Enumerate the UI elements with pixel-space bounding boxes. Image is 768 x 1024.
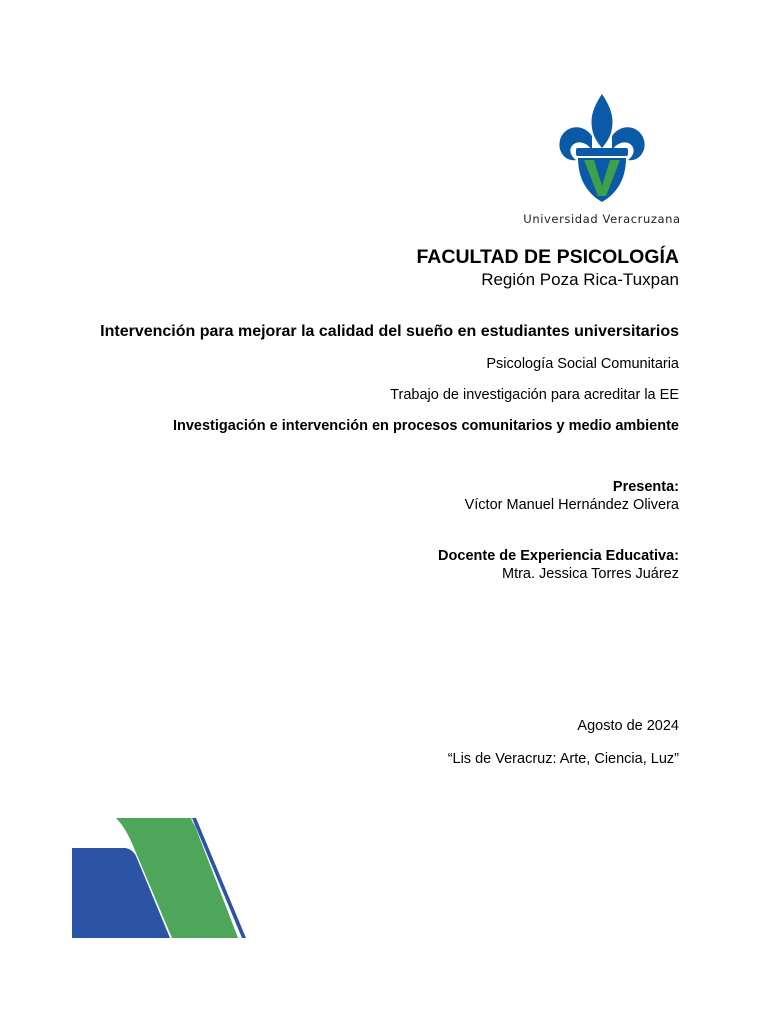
university-motto: “Lis de Veracruz: Arte, Ciencia, Luz”: [447, 751, 679, 767]
presenter-name: Víctor Manuel Hernández Olivera: [464, 497, 679, 513]
corner-stripes-graphic-icon: [72, 816, 248, 938]
university-name: Universidad Veracruzana: [523, 212, 681, 226]
program-name: Psicología Social Comunitaria: [486, 356, 679, 372]
region-name: Región Poza Rica-Tuxpan: [481, 270, 679, 289]
university-logo: [520, 92, 684, 232]
document-purpose: Trabajo de investigación para acreditar la EE: [390, 387, 679, 403]
presenter-label: Presenta:: [612, 479, 679, 495]
teacher-label: Docente de Experiencia Educativa:: [438, 548, 679, 564]
faculty-name: FACULTAD DE PSICOLOGÍA: [416, 246, 679, 268]
course-name: Investigación e intervención en procesos comunitarios y medio ambiente: [172, 418, 679, 434]
document-title: Intervención para mejorar la calidad del sueño en estudiantes universitarios: [100, 323, 679, 340]
uv-flor-de-lis-icon: [556, 92, 648, 204]
document-date: Agosto de 2024: [577, 718, 679, 734]
teacher-name: Mtra. Jessica Torres Juárez: [501, 566, 679, 582]
